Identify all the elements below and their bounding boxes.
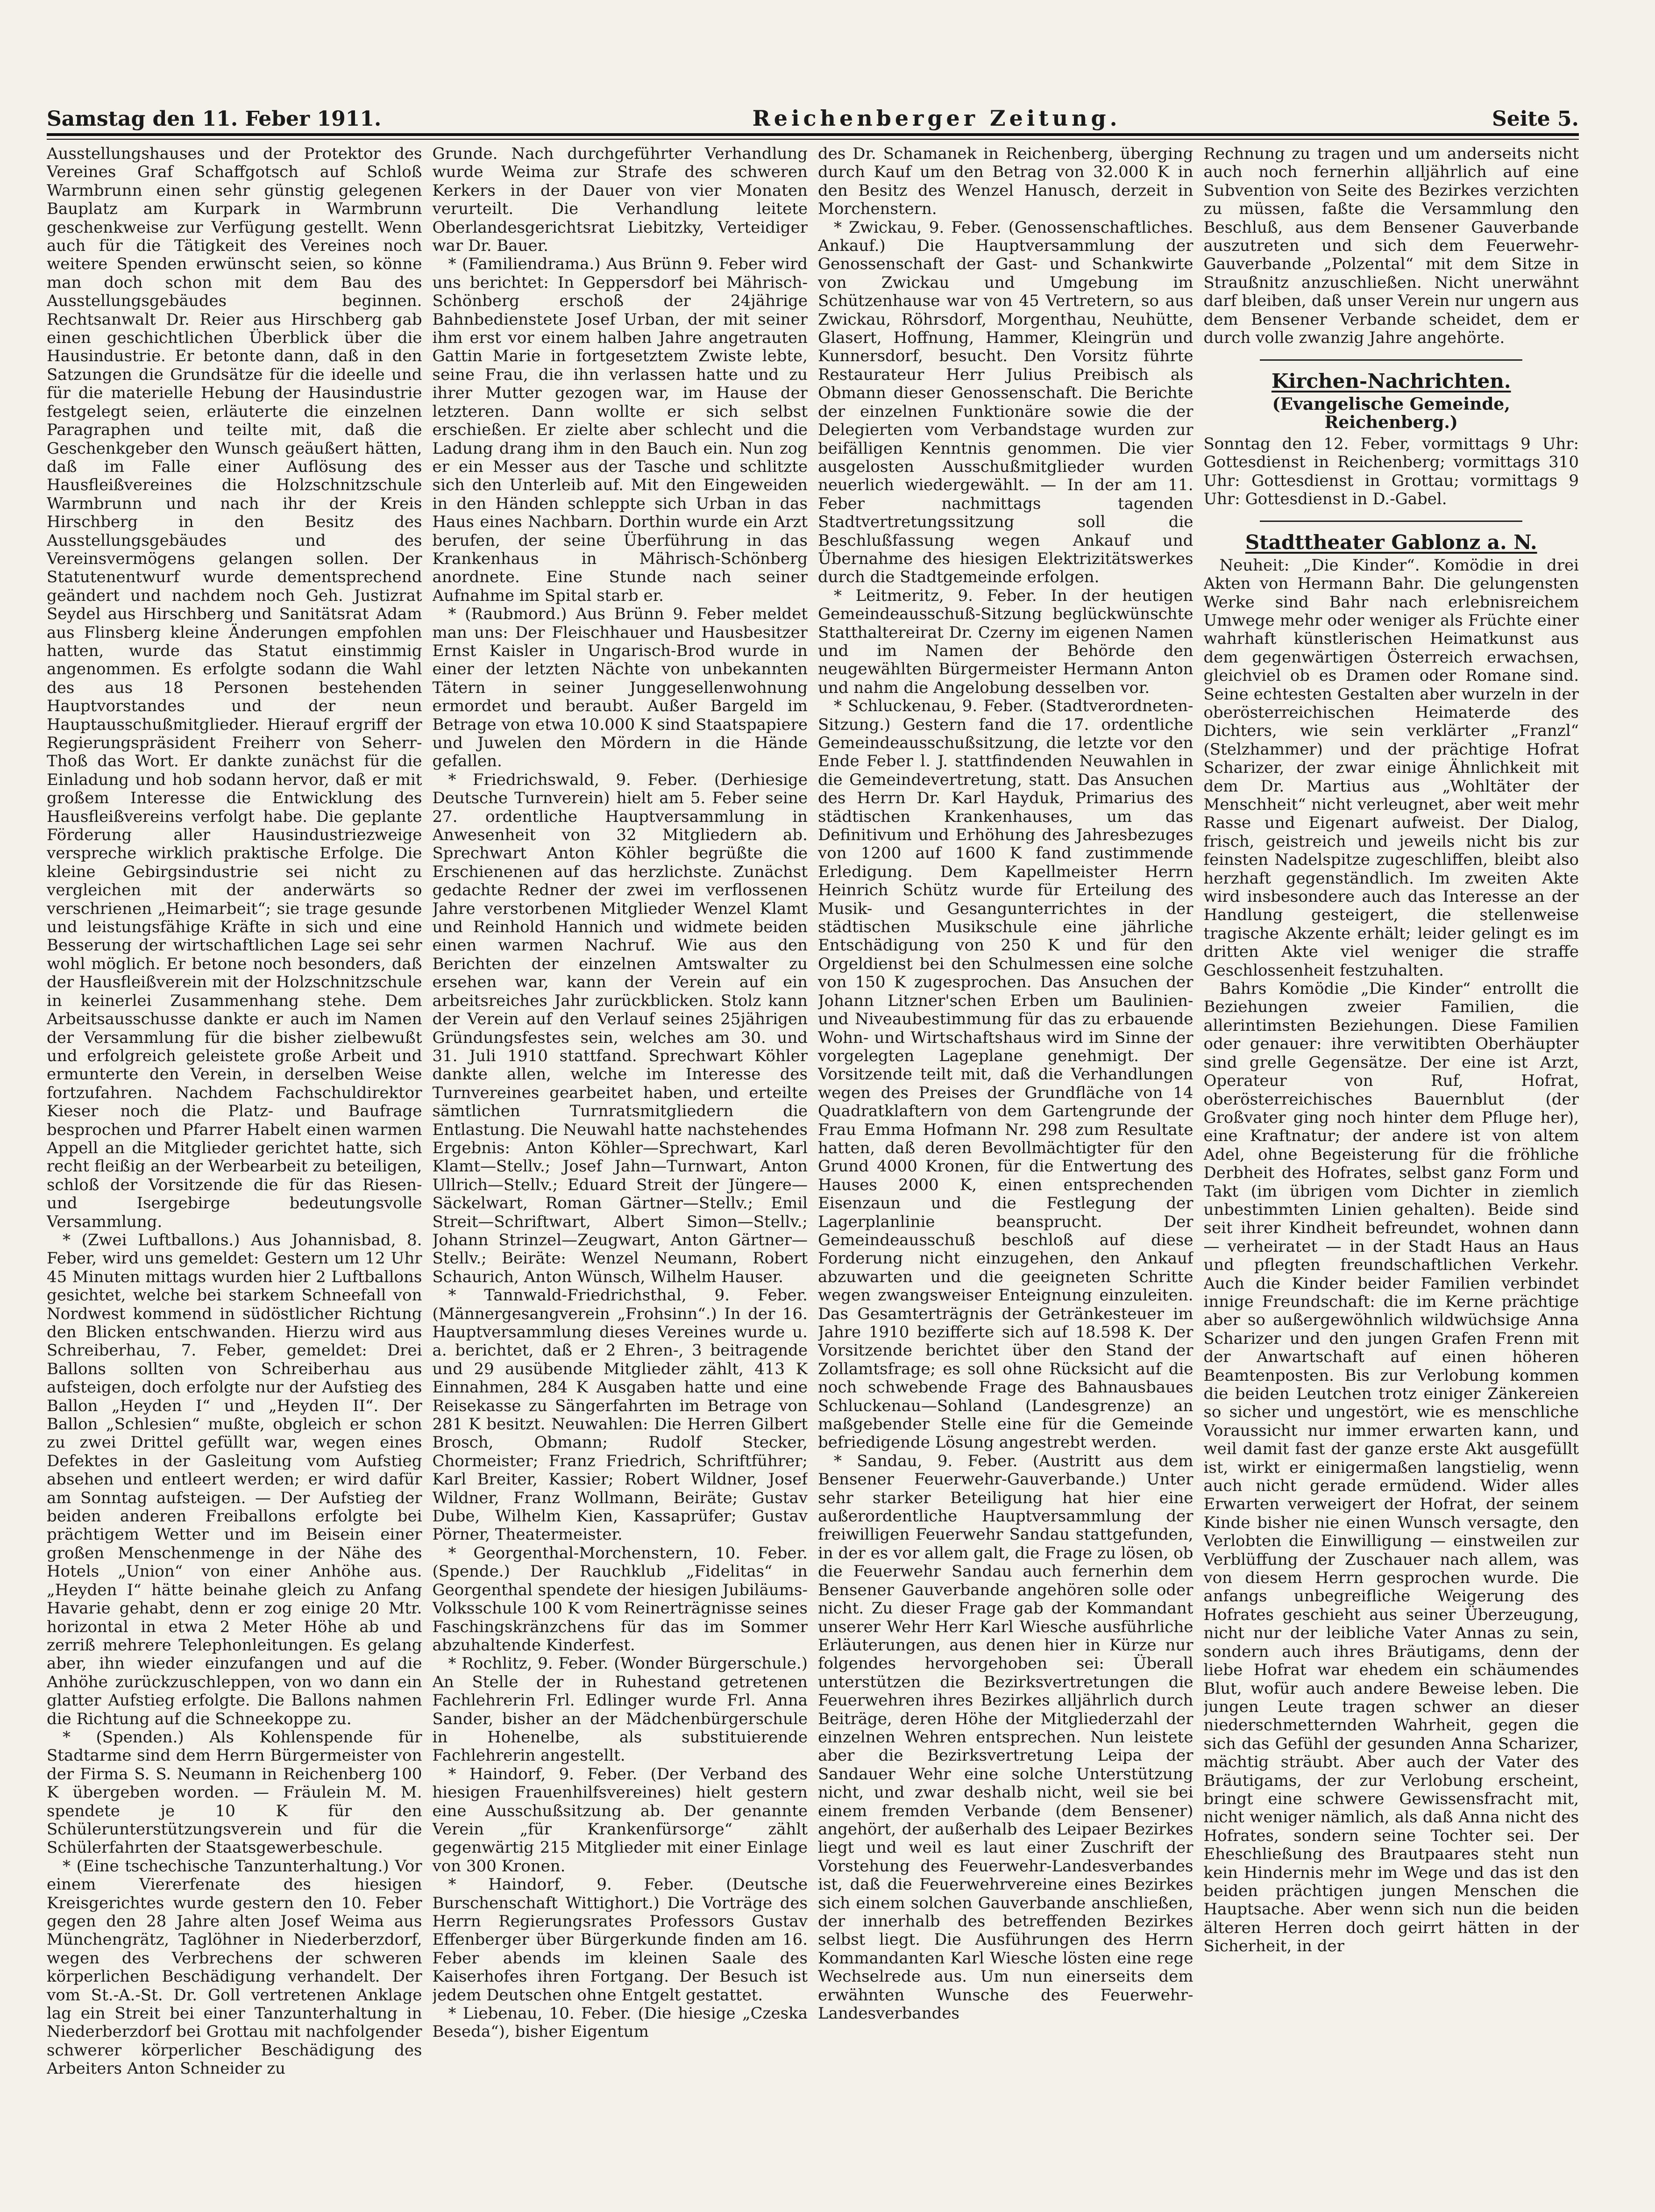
column-4 xyxy=(1204,145,1579,2168)
article-hausfleissverein: Ausstellungshauses und der Protektor des Vereines Graf Schaffgotsch auf Schloß Warmbrunn einen sehr günstig gelegenen Bauplatz am Kurpark in Warmbrunn geschenkweise zur Verfügung gestellt. Wenn auch für die Tätigkeit des Vereines noch weitere Spenden erwünscht seien, so könne man doch schon mit dem Bau des Ausstellungsgebäudes beginnen. Rechtsanwalt Dr. Reier aus Hirschberg gab einen geschichtlichen Überblick über die Hausindustrie. Er betonte dann, daß in den Satzungen die Grundsätze für die ideelle und für die materielle Hebung der Hausindustrie festgelegt seien, erläuterte die einzelnen Paragraphen und teilte mit, daß die Geschenkgeber den Wunsch geäußert hätten, daß im Falle einer Auflösung des Hausfleißvereines die Holzschnitzschule Warmbrunn und nach ihr der Kreis Hirschberg in den Besitz des Ausstellungsgebäudes und des Vereinsvermögens gelangen sollen. Der Statutenentwurf wurde dementsprechend geändert und nachdem noch Geh. Justizrat Seydel aus Hirschberg und Sanitätsrat Adam aus Flinsberg kleine Änderungen empfohlen hatten, wurde das Statut einstimmig angenommen. Es erfolgte sodann die Wahl des aus 18 Personen bestehenden Hauptvorstandes und der neun Hauptausschußmitglieder. Hierauf ergriff der Regierungspräsident Freiherr von Seherr-Thoß das Wort. Er dankte zunächst für die Einladung und hob sodann hervor, daß er mit großem Interesse die Entwicklung des Hausfleißvereins verfolgt habe. Die geplante Förderung aller Hausindustriezweige verspreche wirklich praktische Erfolge. Die kleine Gebirgsindustrie sei nicht zu vergleichen mit der anderwärts so verschrienen „Heimarbeit“; sie trage gesunde und leistungsfähige Kräfte in sich und eine Besserung der wirtschaftlichen Lage sei sehr wohl möglich. Er betone noch besonders, daß der Hausfleißverein mit der Holzschnitzschule in keinerlei Zusammenhang stehe. Dem Arbeitsausschusse dankte er auch im Namen der Versammlung für die bisher zielbewußt und erfolgreich geleistete große Arbeit und ermunterte den Verein, in derselben Weise fortzufahren. Nachdem Fachschuldirektor Kieser noch die Platz- und Baufrage besprochen und Pfarrer Habelt einen warmen Appell an die Mitglieder gerichtet hatte, sich recht fleißig an der Werbearbeit zu beteiligen, schloß der Vorsitzende die für das Riesen- und Isergebirge bedeutungsvolle Versammlung. xyxy=(47,145,422,1231)
stadttheater-heading: Stadttheater Gablonz a. N. xyxy=(1245,531,1537,554)
issue-date: Samstag den 11. Feber 1911. xyxy=(47,107,382,131)
text-columns xyxy=(47,145,1579,2168)
article-sandau-feuerwehr: * Sandau, 9. Feber. (Austritt aus dem Bensener Feuerwehr-Gauverbande.) Unter sehr starker Beteiligung hat hier eine außerordentliche Hauptversammlung der freiwilligen Feuerwehr Sandau stattgefunden, in der es vor allem galt, die Frage zu lösen, ob die Feuerwehr Sandau auch fernerhin dem Bensener Gauverbande angehören solle oder nicht. Zu dieser Frage gab der Kommandant unserer Wehr Herr Karl Wiesche ausführliche Erläuterungen, aus denen hier in Kürze nur folgendes hervorgehoben sei: Überall unterstützen die Bezirksvertretungen die Feuerwehren ihres Bezirkes alljährlich durch Beiträge, deren Höhe der Mitgliederzahl der einzelnen Wehren entsprechen. Nun leistete aber die Bezirksvertretung Leipa der Sandauer Wehr eine solche Unterstützung nicht, und zwar deshalb nicht, weil sie bei einem fremden Verbande (dem Bensener) angehört, der außerhalb des Leipaer Bezirkes liegt und weil es laut einer Zuschrift der Vorstehung des Feuerwehr-Landesverbandes ist, daß die Feuerwehrvereine eines Bezirkes sich einem solchen Gauverbande anschließen, der innerhalb des betreffenden Bezirkes selbst liegt. Die Ausführungen des Herrn Kommandanten Karl Wiesche lösten eine rege Wechselrede aus. Um nun einerseits dem erwähnten Wunsche des Feuerwehr-Landesverbandes xyxy=(818,1451,1193,2023)
article-zwei-luftballons: * (Zwei Luftballons.) Aus Johannisbad, 8. Feber, wird uns gemeldet: Gestern um 12 Uhr 45 Minuten mittags wurden hier 2 Luftballons gesichtet, welche bei starkem Schneefall von Nordwest kommend in südöstlicher Richtung den Blicken entschwanden. Hierzu wird aus Schreiberhau, 7. Feber, gemeldet: Drei Ballons sollten von Schreiberhau aus aufsteigen, doch erfolgte nur der Aufstieg des Ballon „Heyden I“ und „Heyden II“. Der Ballon „Schlesien“ mußte, obgleich er schon zu zwei Drittel gefüllt war, wegen eines Defektes in der Gasleitung vom Aufstieg absehen und entleert werden; er wird dafür am Sonntag aufsteigen. — Der Aufstieg der beiden anderen Freiballons erfolgte bei prächtigem Wetter und im Beisein einer großen Menschenmenge in der Nähe des Hotels „Union“ von einer Anhöhe aus. „Heyden I“ hätte beinahe gleich zu Anfang Havarie gehabt, denn er zog einige 20 Mtr. horizontal in etwa 2 Meter Höhe ab und zerriß mehrere Telephonleitungen. Es gelang aber, ihn wieder einzufangen und auf die Anhöhe zurückzuschleppen, von wo dann ein glatter Aufstieg erfolgte. Die Ballons nahmen die Richtung auf die Schneekoppe zu. xyxy=(47,1230,422,1728)
article-weima-verurteilt: Grunde. Nach durchgeführter Verhandlung wurde Weima zur Strafe des schweren Kerkers in der Dauer von vier Monaten verurteilt. Die Verhandlung leitete Oberlandesgerichtsrat Liebitzky, Verteidiger war Dr. Bauer. xyxy=(432,145,808,256)
article-rochlitz-buergerschule: * Rochlitz, 9. Feber. (Wonder Bürgerschule.) An Stelle der in Ruhestand getretenen Fachlehrerin Frl. Edlinger wurde Frl. Anna Sander, bisher an der Mädchenbürgerschule in Hohenelbe, als substituierende Fachlehrerin angestellt. xyxy=(432,1654,808,1765)
page-number: Seite 5. xyxy=(1492,107,1579,131)
kirchen-text: Sonntag den 12. Feber, vormittags 9 Uhr: Gottesdienst in Reichenberg; vormittags 310 Uhr: Gottesdienst in Grottau; vormittags 9 Uhr: Gottesdienst in D.-Gabel. xyxy=(1203,434,1579,508)
article-familiendrama: * (Familiendrama.) Aus Brünn 9. Feber wird uns berichtet: In Geppersdorf bei Mährisch-Schönberg erschoß der 24jährige Bahnbedienstete Josef Urban, der mit seiner ihm erst vor einem halben Jahre angetrauten Gattin Marie in fortgesetztem Zwiste lebte, seine Frau, die ihn verlassen hatte und zu ihrer Mutter gezogen war, im Hause der letzteren. Dann wollte er sich selbst erschießen. Er zielte aber schlecht und die Ladung drang ihm in den Bauch ein. Nun zog er ein Messer aus der Tasche und schlitzte sich den Unterleib auf. Mit den Eingeweiden in den Händen schleppte sich Urban in das Haus eines Nachbarn. Dorthin wurde ein Arzt berufen, der seine Überführung in das Krankenhaus in Mährisch-Schönberg anordnete. Eine Stunde nach seiner Aufnahme im Spital starb er. xyxy=(432,255,808,605)
kirchen-nachrichten-heading: Kirchen-Nachrichten. xyxy=(1271,370,1511,393)
page-header xyxy=(47,93,1579,131)
section-separator-2 xyxy=(1260,521,1522,522)
article-raubmord: * (Raubmord.) Aus Brünn 9. Feber meldet man uns: Der Fleischhauer und Hausbesitzer Ernst Kaisler in Ungarisch-Brod wurde in einer der letzten Nächte von unbekannten Tätern in seiner Junggesellenwohnung ermordet und beraubt. Außer Bargeld im Betrage von etwa 10.000 K sind Staatspapiere und Juwelen den Mördern in die Hände gefallen. xyxy=(432,605,808,771)
article-spenden: * (Spenden.) Als Kohlenspende für Stadtarme sind dem Herrn Bürgermeister von der Firma S. S. Neumann in Reichenberg 100 K übergeben worden. — Fräulein M. M. spendete je 10 K für den Schülerunterstützungsverein und für die Schülerfahrten der Staatsgewerbeschule. xyxy=(47,1727,422,1857)
article-tschechische-tanzunterhaltung: * (Eine tschechische Tanzunterhaltung.) Vor einem Viererfenate des hiesigen Kreisgerichtes wurde gestern den 10. Feber gegen den 28 Jahre alten Josef Weima aus Münchengrätz, Taglöhner in Niederberzdorf, wegen des Verbrechens der schweren körperlichen Beschädigung verhandelt. Der vom St.-A.-St. Dr. Goll vertretenen Anklage lag ein Streit bei einer Tanzunterhaltung in Niederberzdorf bei Grottau mit nachfolgender schwerer körperlicher Beschädigung des Arbeiters Anton Schneider zu xyxy=(47,1856,422,2078)
article-leitmeritz: * Leitmeritz, 9. Feber. In der heutigen Gemeindeausschuß-Sitzung beglückwünschte Statthaltereirat Dr. Czerny im eigenen Namen und im Namen der Behörde den neugewählten Bürgermeister Hermann Anton und nahm die Angelobung desselben vor. xyxy=(818,586,1193,697)
column-2 xyxy=(433,145,808,2168)
article-tannwald-frohsinn: * Tannwald-Friedrichsthal, 9. Feber. (Männergesangverein „Frohsinn“.) In der 16. Hauptversammlung dieses Vereines wurde u. a. berichtet, daß er 2 Ehren-, 3 beitragende und 29 ausübende Mitglieder zählt, 413 K Einnahmen, 284 K Ausgaben hatte und eine Reisekasse zu Sängerfahrten im Betrage von 281 K besitzt. Neuwahlen: Die Herren Gilbert Brosch, Obmann; Rudolf Stecker, Chormeister; Franz Friedrich, Schriftführer; Karl Breiter, Kassier; Robert Wildner, Josef Wildner, Franz Wollmann, Beiräte; Gustav Dube, Wilhelm Kien, Kassaprüfer; Gustav Pörner, Theatermeister. xyxy=(432,1286,808,1544)
column-1 xyxy=(47,145,422,2168)
header-rule xyxy=(47,133,1579,136)
article-liebenau-beseda: * Liebenau, 10. Feber. (Die hiesige „Czeska Beseda“), bisher Eigentum xyxy=(432,2004,808,2041)
article-haindorf-frauenhilfsverein: * Haindorf, 9. Feber. (Der Verband des hiesigen Frauenhilfsvereines) hielt gestern eine Ausschußsitzung ab. Der genannte Verein „für Krankenfürsorge“ zählt gegenwärtig 215 Mitglieder mit einer Einlage von 300 Kronen. xyxy=(432,1764,808,1876)
article-friedrichswald-turnverein: * Friedrichswald, 9. Feber. (Derhiesige Deutsche Turnverein) hielt am 5. Feber seine 27. ordentliche Hauptversammlung in Anwesenheit von 32 Mitgliedern ab. Sprechwart Anton Köhler begrüßte die Erschienenen auf das herzlichste. Zunächst gedachte Redner der zwei im verflossenen Jahre verstorbenen Mitglieder Wenzel Klamt und Reinhold Hannich und widmete beiden einen warmen Nachruf. Wie aus den Berichten der einzelnen Amtswalter zu ersehen war, kann der Verein auf ein arbeitsreiches Jahr zurückblicken. Stolz kann der Verein auf den Verlauf seines 25jährigen Gründungsfestes sein, welches am 30. und 31. Juli 1910 stattfand. Sprechwart Köhler dankte allen, welche im Interesse des Turnvereines gearbeitet haben, und erteilte sämtlichen Turnratsmitgliedern die Entlastung. Die Neuwahl hatte nachstehendes Ergebnis: Anton Köhler—Sprechwart, Karl Klamt—Stellv.; Josef Jahn—Turnwart, Anton Ullrich—Stellv.; Eduard Streit der Jüngere—Säckelwart, Roman Gärtner—Stellv.; Emil Streit—Schriftwart, Albert Simon—Stellv.; Johann Strinzel—Zeugwart, Anton Gärtner—Stellv.; Beiräte: Wenzel Neumann, Robert Schaurich, Anton Wünsch, Wilhelm Hauser. xyxy=(432,770,808,1286)
theater-review-paragraph: Bahrs Komödie „Die Kinder“ entrollt die Beziehungen zweier Familien, die allerintimsten Beziehungen. Diese Familien oder genauer: ihre verwitibten Oberhäupter sind grelle Gegensätze. Der eine ist Arzt, Operateur von Ruf, Hofrat, oberösterreichisches Bauernblut (der Großvater ging noch hinter dem Pfluge her), eine Kraftnatur; der andere ist von altem Adel, ohne Begeisterung für die fröhliche Derbheit des Hofrates, selbst ganz Form und Takt (im übrigen vom Dichter in ziemlich unbestimmten Linien gehalten). Beide sind seit ihrer Kindheit befreundet, wohnen dann — verheiratet — in der Stadt Haus an Haus und pflegten freundschaftlichen Verkehr. Auch die Kinder beider Familien verbindet innige Freundschaft: die im Kerne prächtige aber so außergewöhnlich wildwüchsige Anna Scharizer und den jungen Grafen Frenn mit der Anwartschaft auf einen höheren Beamtenposten. Bis zur Verlobung kommen die beiden Leutchen trotz einiger Zänkereien so sicher und ungestört, wie es menschliche Voraussicht nur immer erwarten kann, und weil damit fast der ganze erste Akt ausgefüllt ist, wirkt er einigermaßen langstielig, wenn auch nicht gerade ermüdend. Wider alles Erwarten verweigert der Hofrat, der seinem Kinde bisher nie einen Wunsch versagte, den Verlobten die Einwilligung — einstweilen zur Verblüffung der Zuschauer nach allem, was von diesem Herrn gesprochen wurde. Die anfangs unbegreifliche Weigerung des Hofrates geschieht aus seiner Überzeugung, nicht nur der leibliche Vater Annas zu sein, sondern auch ihres Bräutigams, denn der liebe Hofrat war ehedem ein schäumendes Blut, wofür auch andere Beweise leben. Die jungen Leute tragen schwer an dieser niederschmetternden Wahrheit, gegen die sich das Gefühl der gesunden Anna Scharizer, mächtig sträubt. Aber auch der Vater des Bräutigams, der zur Verlobung erscheint, bringt eine schwere Gewissensfracht mit, nicht weniger nämlich, als daß Anna nicht des Hofrates, sondern seine Tochter sei. Der Eheschließung des Brautpaares steht nun kein Hindernis mehr im Wege und das ist den beiden prächtigen jungen Menschen die Hauptsache. Aber wenn sich nun die beiden älteren Herren doch geirrt hätten in der Sicherheit, in der xyxy=(1203,979,1579,1956)
masthead: Reichenberger Zeitung. xyxy=(752,106,1121,131)
article-haindorf-burschenschaft: * Haindorf, 9. Feber. (Deutsche Burschenschaft Wittighort.) Die Vorträge des Herrn Regierungsrates Professors Gustav Effenberger über Bürgerkunde finden am 16. Feber abends im kleinen Saale des Kaiserhofes ihren Fortgang. Der Besuch ist jedem Deutschen ohne Entgelt gestattet. xyxy=(432,1875,808,2005)
newspaper-page xyxy=(47,0,1579,2212)
article-georgenthal-spende: * Georgenthal-Morchenstern, 10. Feber. (Spende.) Der Rauchklub „Fidelitas“ in Georgenthal spendete der hiesigen Jubiläums-Volksschule 100 K vom Reinerträgnisse seines Faschingskränzchens für das im Sommer abzuhaltende Kinderfest. xyxy=(432,1543,808,1655)
kirchen-subheading: (Evangelische Gemeinde, Reichenberg.) xyxy=(1272,394,1510,433)
article-schamanek-kauf: des Dr. Schamanek in Reichenberg, überging durch Kauf um den Betrag von 32.000 K in den Besitz des Wenzel Hanusch, derzeit in Morchenstern. xyxy=(818,145,1193,219)
theater-review-paragraph: Neuheit: „Die Kinder“. Komödie in drei Akten von Hermann Bahr. Die gelungensten Werke sind Bahr nach erlebnisreichem Umwege mehr oder weniger als Früchte einer wahrhaft künstlerischen Heimatkunst aus dem gegenwärtigen Österreich erwachsen, gleichviel ob es Dramen oder Romane sind. Seine echtesten Gestalten aber wurzeln in der oberösterreichischen Heimaterde des Dichters, wie sein verklärter „Franzl“ (Stelzhammer) und der prächtige Hofrat Scharizer, der zwar einige Ähnlichkeit mit dem Dr. Martius aus „Wohltäter der Menschheit“ nicht verleugnet, aber weit mehr Rasse und Eigenart aufweist. Der Dialog, frisch, geistreich und jeweils nicht bis zur feinsten Nadelspitze zugeschliffen, bleibt also herzhaft gegenständlich. Im zweiten Akte wird insbesondere auch das Interesse an der Handlung gesteigert, die stellenweise tragische Akzente erhält; leider gelingt es im dritten Akte viel weniger die straffe Geschlossenheit festzuhalten. xyxy=(1203,556,1579,980)
header-rule-thin xyxy=(47,139,1579,140)
section-separator xyxy=(1260,359,1522,361)
article-sandau-continued: Rechnung zu tragen und um anderseits nicht auch noch fernerhin alljährlich auf eine Subvention von Seite des Bezirkes verzichten zu müssen, faßte die Versammlung den Beschluß, aus dem Bensener Gauverbande auszutreten und sich dem Feuerwehr-Gauverbande „Polzental“ mit dem Sitze in Straußnitz anzuschließen. Nicht unerwähnt darf bleiben, daß unser Verein nur ungern aus dem Bensener Verbande scheidet, dem er durch volle zwanzig Jahre angehörte. xyxy=(1203,145,1579,348)
column-3 xyxy=(818,145,1193,2168)
article-zwickau-genossenschaft: * Zwickau, 9. Feber. (Genossenschaftliches. Ankauf.) Die Hauptversammlung der Genossenschaft der Gast- und Schankwirte von Zwickau und Umgebung im Schützenhause war von 45 Vertretern, so aus Zwickau, Röhrsdorf, Morgenthau, Neuhütte, Glasert, Hoffnung, Hammer, Kleingrün und Kunnersdorf, besucht. Den Vorsitz führte Restaurateur Herr Julius Preibisch als Obmann dieser Genossenschaft. Die Berichte der einzelnen Funktionäre sowie die der Delegierten vom Verbandstage wurden zur beifälligen Kenntnis genommen. Die vier ausgelosten Ausschußmitglieder wurden neuerlich wiedergewählt. — In der am 11. Feber nachmittags tagenden Stadtvertretungssitzung soll die Beschlußfassung wegen Ankauf und Übernahme des hiesigen Elektrizitätswerkes durch die Stadtgemeinde erfolgen. xyxy=(818,218,1193,587)
article-schluckenau-sitzung: * Schluckenau, 9. Feber. (Stadtverordneten-Sitzung.) Gestern fand die 17. ordentliche Gemeindeausschußsitzung, die letzte vor den Ende Feber l. J. stattfindenden Neuwahlen in die Gemeindevertretung, statt. Das Ansuchen des Herrn Dr. Karl Hayduk, Primarius des städtischen Krankenhauses, um das Definitivum und Erhöhung des Jahresbezuges von 1200 auf 1600 K fand zustimmende Erledigung. Dem Kapellmeister Herrn Heinrich Schütz wurde für Erteilung des Musik- und Gesangunterrichtes in der städtischen Musikschule eine jährliche Entschädigung von 250 K und für den Orgeldienst bei den Schulmessen eine solche von 150 K zugesprochen. Das Ansuchen der Johann Litzner'schen Erben um Baulinien- und Niveaubestimmung für das zu erbauende Wohn- und Wirtschaftshaus wird im Sinne der vorgelegten Lageplane genehmigt. Der Vorsitzende teilt mit, daß die Verhandlungen wegen des Preises der Grundfläche von 14 Quadratklaftern von dem Gartengrunde der Frau Emma Hofmann Nr. 298 zum Resultate hatten, daß deren Bevollmächtigter für den Grund 4000 Kronen, für die Entwertung des Hauses 2000 K, einen entsprechenden Eisenzaun und die Festlegung der Lagerplanlinie beansprucht. Der Gemeindeausschuß beschloß auf diese Forderung nicht einzugehen, den Ankauf abzuwarten und die geeigneten Schritte wegen zwangsweiser Enteignung einzuleiten. Das Gesamterträgnis der Getränkesteuer im Jahre 1910 bezifferte sich auf 18.598 K. Der Vorsitzende berichtet über den Stand der Zollamtsfrage; es soll ohne Rücksicht auf die noch schwebende Frage des Bahnausbaues Schluckenau—Sohland (Landesgrenze) an maßgebender Stelle eine für die Gemeinde befriedigende Lösung angestrebt werden. xyxy=(818,697,1193,1452)
